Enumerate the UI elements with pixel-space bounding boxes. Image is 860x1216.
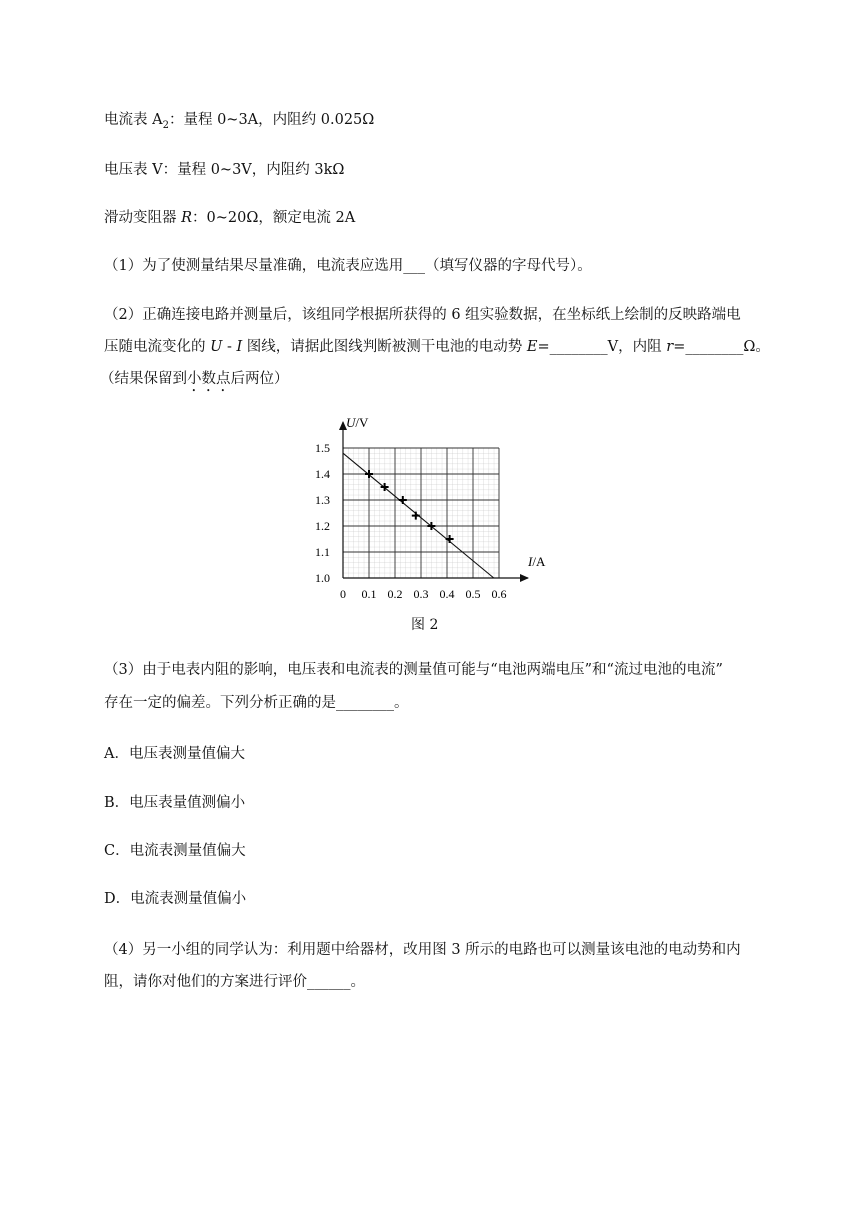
question-2-line-1: （2）正确连接电路并测量后，该组同学根据所获得的 6 组实验数据，在坐标纸上绘制的反映路端电 bbox=[104, 307, 741, 323]
rheostat-symbol: R bbox=[181, 210, 193, 226]
option-c: C．电流表测量值偏大 bbox=[104, 843, 246, 859]
y-axis-label: U/V bbox=[346, 415, 369, 430]
x-axis-arrow bbox=[520, 574, 529, 582]
option-b: B．电压表量值测偏小 bbox=[104, 795, 246, 811]
y-tick-label: 1.0 bbox=[315, 571, 330, 585]
q2-text-1: 压随电流变化的 bbox=[104, 339, 211, 355]
q2-note-emphasis: 小数点 bbox=[187, 371, 231, 387]
x-tick-label: 0.6 bbox=[491, 587, 507, 601]
figure-caption: 图 2 bbox=[411, 617, 439, 633]
y-tick-label: 1.1 bbox=[315, 545, 330, 559]
rheostat-spec bbox=[104, 208, 355, 228]
x-tick-label: 0.2 bbox=[387, 587, 403, 601]
a2-text: 电流表 A bbox=[104, 112, 163, 128]
rheostat-text: 滑动变阻器 bbox=[104, 210, 182, 226]
y-tick-label: 1.4 bbox=[315, 467, 330, 481]
x-tick-label: 0.4 bbox=[439, 587, 455, 601]
question-3-line-1: （3）由于电表内阻的影响，电压表和电流表的测量值可能与“电池两端电压”和“流过电池的电流” bbox=[104, 662, 723, 678]
option-a: A．电压表测量值偏大 bbox=[104, 746, 245, 762]
a2-range-text: ：量程 0~3A，内阻约 0.025Ω bbox=[168, 112, 375, 128]
y-tick-label: 1.5 bbox=[315, 441, 330, 455]
q2-symbol-r: r bbox=[666, 339, 674, 355]
question-2-line-3 bbox=[100, 369, 289, 395]
q2-text-2: 图线，请据此图线判断被测干电池的电动势 bbox=[242, 339, 527, 355]
ammeter-a2-spec bbox=[104, 110, 374, 136]
graph-grid bbox=[343, 448, 499, 578]
x-axis-label: I/A bbox=[528, 554, 546, 569]
q2-symbol-i: I bbox=[236, 339, 243, 355]
x-tick-label: 0.3 bbox=[413, 587, 429, 601]
q2-dash: - bbox=[222, 339, 237, 355]
q2-note-2: 后两位） bbox=[230, 371, 289, 387]
rheostat-range-text: ：0~20Ω，额定电流 2A bbox=[192, 210, 356, 226]
question-2-line-2 bbox=[104, 337, 770, 357]
question-3-line-2: 存在一定的偏差。下列分析正确的是________。 bbox=[104, 695, 409, 711]
x-tick-label: 0.1 bbox=[361, 587, 377, 601]
ui-graph-figure bbox=[300, 410, 560, 610]
option-d: D．电流表测量值偏小 bbox=[104, 891, 247, 907]
q2-symbol-e: E bbox=[526, 339, 538, 355]
question-4-line-1: （4）另一小组的同学认为：利用题中给器材，改用图 3 所示的电路也可以测量该电池的电动势和内 bbox=[104, 942, 741, 958]
q2-text-3: =________V，内阻 bbox=[537, 339, 667, 355]
a2-subscript: 2 bbox=[162, 119, 169, 131]
q2-symbol-u: U bbox=[210, 339, 223, 355]
voltmeter-spec: 电压表 V：量程 0~3V，内阻约 3kΩ bbox=[104, 162, 345, 178]
q2-note-1: （结果保留到 bbox=[100, 371, 187, 387]
q2-text-4: =________Ω。 bbox=[673, 339, 770, 355]
question-4-line-2: 阻，请你对他们的方案进行评价______。 bbox=[104, 974, 365, 990]
x-tick-label: 0 bbox=[340, 587, 346, 601]
y-tick-label: 1.2 bbox=[315, 519, 330, 533]
y-tick-label: 1.3 bbox=[315, 493, 330, 507]
x-tick-label: 0.5 bbox=[465, 587, 481, 601]
question-1: （1）为了使测量结果尽量准确，电流表应选用___（填写仪器的字母代号）。 bbox=[104, 258, 592, 274]
